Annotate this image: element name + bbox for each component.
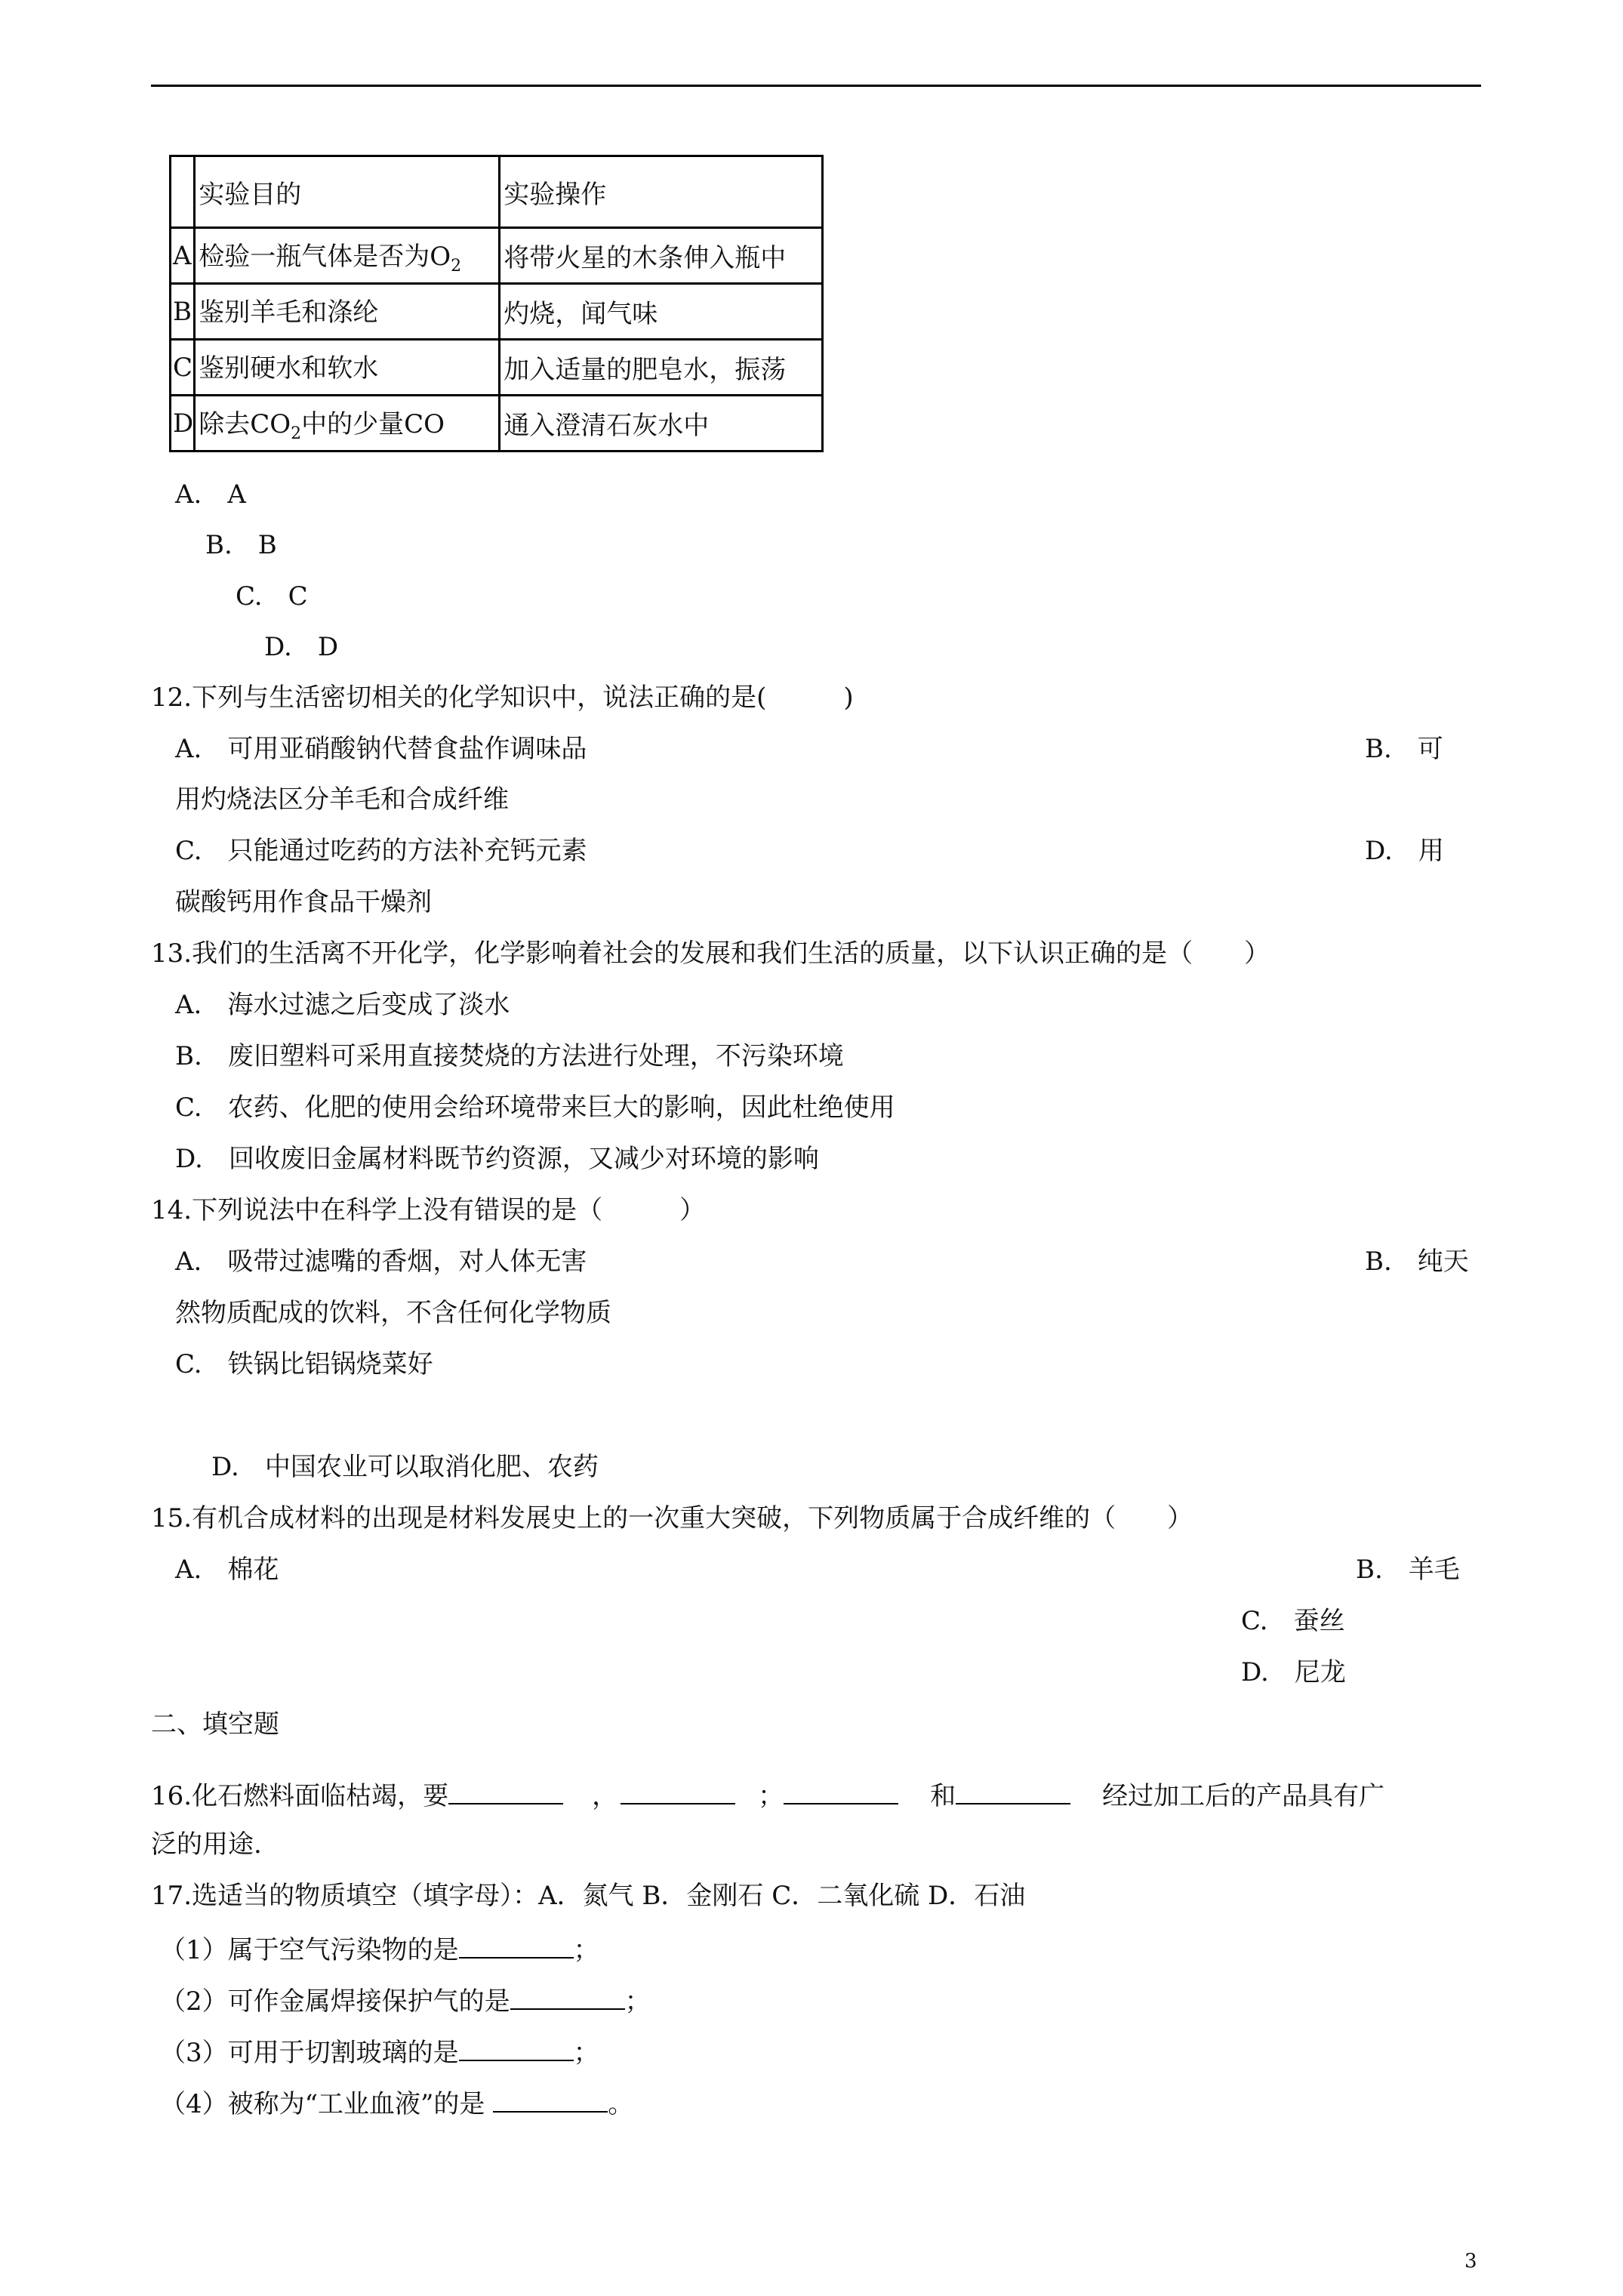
row-purpose: 除去$CO_2$中的少量CO [195, 396, 500, 451]
q11-option-d: D. D [264, 632, 339, 662]
blank-2[interactable] [621, 1780, 735, 1804]
answer-blank[interactable] [493, 2088, 608, 2113]
q13-option-b: B. 废旧塑料可采用直接焚烧的方法进行处理，不污染环境 [175, 1041, 844, 1071]
q11-option-c: C. C [236, 581, 308, 612]
q12-option-c: C. 只能通过吃药的方法补充钙元素 [175, 836, 587, 866]
table-row [171, 228, 823, 284]
q17-item-3: （3）可用于切割玻璃的是 ； [160, 2038, 599, 2068]
table-row [171, 396, 823, 451]
q16-line1: 16.化石燃料面临枯竭，要 ， ； 和 经过加工后的产品具有广 [151, 1781, 1385, 1811]
q11-option-a: A. A [175, 479, 246, 510]
q14-option-b-tail: 然物质配成的饮料，不含任何化学物质 [175, 1298, 611, 1328]
q12-option-d-tail: 碳酸钙用作食品干燥剂 [175, 887, 432, 917]
q12-option-b-tail: 用灼烧法区分羊毛和合成纤维 [175, 784, 509, 815]
blank-1[interactable] [448, 1780, 563, 1804]
page-number: 3 [1464, 2250, 1477, 2273]
row-operation: 将带火星的木条伸入瓶中 [500, 228, 823, 284]
q13-option-c: C. 农药、化肥的使用会给环境带来巨大的影响，因此杜绝使用 [175, 1093, 895, 1123]
q11-option-b: B. B [205, 530, 277, 560]
table-header-cell: 实验目的 [195, 156, 500, 228]
experiment-table [169, 155, 824, 452]
answer-blank[interactable] [510, 1986, 625, 2010]
table-header-row [171, 156, 823, 228]
q15-option-c: C. 蚕丝 [1241, 1606, 1345, 1636]
row-letter: D [171, 396, 195, 451]
q13-option-a: A. 海水过滤之后变成了淡水 [175, 990, 510, 1020]
row-purpose: 鉴别硬水和软水 [195, 340, 500, 396]
blank-3[interactable] [784, 1780, 898, 1804]
table-row [171, 340, 823, 396]
q12-option-d-head: D. 用 [1365, 836, 1444, 866]
row-operation: 通入澄清石灰水中 [500, 396, 823, 451]
row-letter: C [171, 340, 195, 396]
row-letter: A [171, 228, 195, 284]
q14-stem: 14.下列说法中在科学上没有错误的是（ ） [151, 1195, 706, 1225]
q14-option-c: C. 铁锅比铝锅烧菜好 [175, 1349, 433, 1379]
row-purpose: 鉴别羊毛和涤纶 [195, 284, 500, 340]
q15-option-a: A. 棉花 [175, 1555, 279, 1585]
q14-option-a: A. 吸带过滤嘴的香烟，对人体无害 [175, 1247, 587, 1277]
q13-option-d: D. 回收废旧金属材料既节约资源，又减少对环境的影响 [175, 1144, 819, 1174]
q12-stem: 12.下列与生活密切相关的化学知识中，说法正确的是( ) [151, 683, 854, 713]
section-title: 二、填空题 [151, 1709, 279, 1740]
q13-stem: 13.我们的生活离不开化学，化学影响着社会的发展和我们生活的质量，以下认识正确的是（ ） [151, 938, 1270, 969]
row-operation: 加入适量的肥皂水，振荡 [500, 340, 823, 396]
q14-option-b-head: B. 纯天 [1365, 1247, 1469, 1277]
q15-option-b: B. 羊毛 [1356, 1555, 1460, 1585]
answer-blank[interactable] [459, 1934, 574, 1959]
q14-option-d: D. 中国农业可以取消化肥、农药 [211, 1452, 599, 1482]
q15-stem: 15.有机合成材料的出现是材料发展史上的一次重大突破，下列物质属于合成纤维的（ ） [151, 1503, 1193, 1533]
table-header-cell: 实验操作 [500, 156, 823, 228]
q15-option-d: D. 尼龙 [1241, 1657, 1346, 1687]
q16-line2: 泛的用途. [151, 1829, 262, 1860]
row-purpose: 检验一瓶气体是否为$O_2$ [195, 228, 500, 284]
q17-item-4: （4）被称为“工业血液”的是 。 [160, 2089, 634, 2119]
answer-blank[interactable] [459, 2037, 574, 2061]
q17-item-1: （1）属于空气污染物的是 ； [160, 1935, 599, 1965]
table-header-cell [171, 156, 195, 228]
q12-option-a: A. 可用亚硝酸钠代替食盐作调味品 [175, 734, 587, 764]
row-letter: B [171, 284, 195, 340]
table-row [171, 284, 823, 340]
q17-item-2: （2）可作金属焊接保护气的是 ； [160, 1986, 651, 2017]
q17-stem: 17.选适当的物质填空（填字母）：A．氮气 B．金刚石 C．二氧化硫 D．石油 [151, 1881, 1026, 1911]
row-operation: 灼烧，闻气味 [500, 284, 823, 340]
q12-option-b-head: B. 可 [1365, 734, 1443, 764]
header-rule [151, 85, 1481, 87]
blank-4[interactable] [956, 1780, 1070, 1804]
